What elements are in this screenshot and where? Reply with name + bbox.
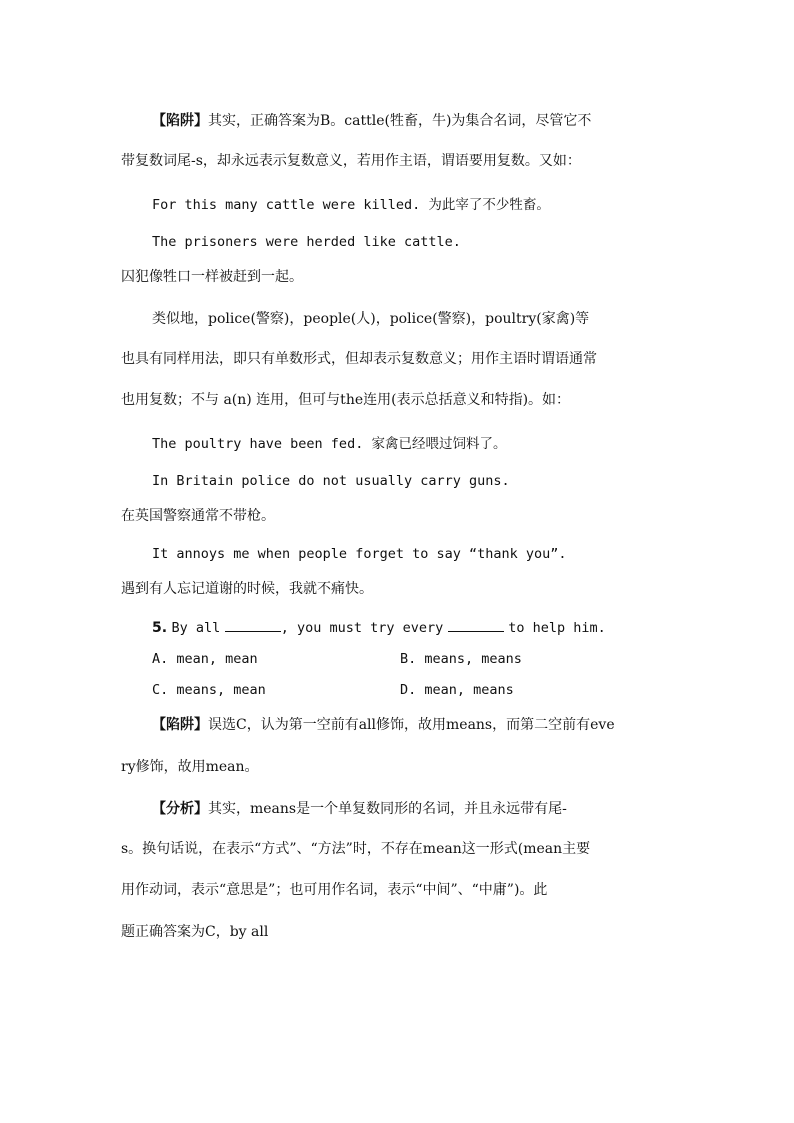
answer-blank-2 — [448, 618, 504, 632]
analysis-line1 — [152, 800, 567, 818]
answer-blank-1 — [225, 618, 281, 632]
analysis-tag: 【分析】 — [152, 801, 208, 817]
option-c: C. means, mean — [152, 682, 266, 698]
question-text-3: to help him. — [508, 620, 606, 636]
example-police-translation: 在英国警察通常不带枪。 — [121, 508, 275, 524]
question-5 — [152, 618, 606, 637]
option-b: B. means, means — [400, 651, 522, 667]
trap1-text: 其实，正确答案为B。cattle(牲畜，牛)为集合名词，尽管它不 — [208, 113, 592, 129]
trap2-line1 — [152, 716, 615, 734]
example-thank-you-translation: 遇到有人忘记道谢的时候，我就不痛快。 — [121, 581, 373, 597]
question-number: 5. — [152, 620, 168, 636]
example-police: In Britain police do not usually carry guns. — [152, 473, 510, 489]
example-prisoners-translation: 囚犯像牲口一样被赶到一起。 — [121, 269, 303, 285]
similar-line1: 类似地，police(警察)，people(人)，police(警察)，poultry(家禽)等 — [152, 311, 590, 327]
trap-tag: 【陷阱】 — [152, 113, 208, 129]
option-d: D. mean, means — [400, 682, 514, 698]
example-thank-you: It annoys me when people forget to say “thank you”. — [152, 546, 567, 562]
question-text-2: , you must try every — [280, 620, 444, 636]
similar-line2: 也具有同样用法，即只有单数形式，但却表示复数意义；用作主语时谓语通常 — [121, 351, 597, 367]
question-text-1: By all — [171, 620, 221, 636]
trap2-text: 误选C，认为第一空前有all修饰，故用means，而第二空前有eve — [208, 717, 615, 733]
analysis-text: 其实，means是一个单复数同形的名词，并且永远带有尾- — [208, 801, 567, 817]
trap1-line2: 带复数词尾-s，却永远表示复数意义，若用作主语，谓语要用复数。又如： — [121, 153, 581, 169]
analysis-line3: 用作动词，表示“意思是”；也可用作名词，表示“中间”、“中庸”)。此 — [121, 882, 548, 898]
trap-tag: 【陷阱】 — [152, 717, 208, 733]
example-poultry: The poultry have been fed. 家禽已经喂过饲料了。 — [152, 436, 507, 452]
option-a: A. mean, mean — [152, 651, 258, 667]
trap1-line1 — [152, 112, 591, 130]
analysis-line4: 题正确答案为C，by all — [121, 924, 269, 940]
trap2-line2: ry修饰，故用mean。 — [121, 759, 259, 775]
similar-line3: 也用复数；不与 a(n) 连用，但可与the连用(表示总括意义和特指)。如： — [121, 392, 571, 408]
example-prisoners: The prisoners were herded like cattle. — [152, 234, 461, 250]
analysis-line2: s。换句话说，在表示“方式”、“方法”时，不存在mean这一形式(mean主要 — [121, 841, 591, 857]
example-cattle-killed: For this many cattle were killed. 为此宰了不少牲畜。 — [152, 197, 550, 213]
